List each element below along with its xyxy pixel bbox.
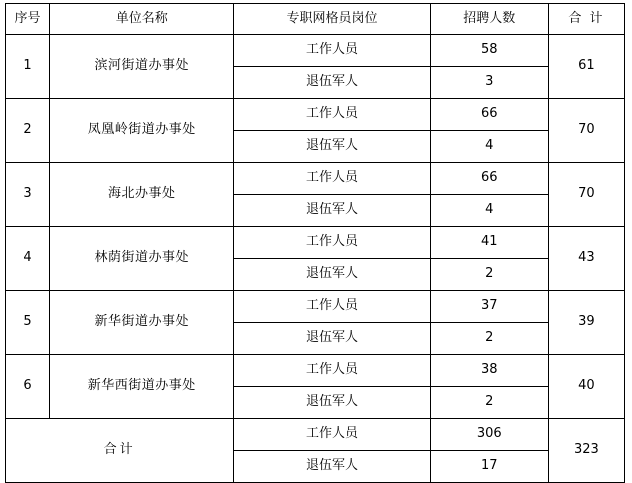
column-header-unit: 单位名称 xyxy=(50,4,234,35)
column-header-index: 序号 xyxy=(6,4,50,35)
cell-total: 61 xyxy=(548,35,624,99)
cell-unit: 海北办事处 xyxy=(50,163,234,227)
cell-post: 工作人员 xyxy=(234,35,430,67)
cell-index: 2 xyxy=(6,99,50,163)
cell-post: 退伍军人 xyxy=(234,195,430,227)
column-header-total: 合 计 xyxy=(548,4,624,35)
cell-unit: 凤凰岭街道办事处 xyxy=(50,99,234,163)
cell-total: 39 xyxy=(548,291,624,355)
cell-count: 58 xyxy=(430,35,548,67)
table-row xyxy=(6,99,625,131)
table-row xyxy=(6,291,625,323)
cell-count: 4 xyxy=(430,195,548,227)
cell-count: 41 xyxy=(430,227,548,259)
cell-post: 工作人员 xyxy=(234,355,430,387)
cell-unit: 新华西街道办事处 xyxy=(50,355,234,419)
column-header-post: 专职网格员岗位 xyxy=(234,4,430,35)
table-body xyxy=(6,35,625,483)
table-row xyxy=(6,163,625,195)
cell-index: 5 xyxy=(6,291,50,355)
cell-post: 工作人员 xyxy=(234,227,430,259)
cell-post: 退伍军人 xyxy=(234,131,430,163)
summary-count: 306 xyxy=(430,419,548,451)
cell-count: 2 xyxy=(430,323,548,355)
table-row xyxy=(6,227,625,259)
cell-post: 退伍军人 xyxy=(234,387,430,419)
cell-total: 70 xyxy=(548,163,624,227)
table-row xyxy=(6,35,625,67)
cell-index: 1 xyxy=(6,35,50,99)
cell-count: 2 xyxy=(430,387,548,419)
cell-post: 工作人员 xyxy=(234,99,430,131)
cell-post: 退伍军人 xyxy=(234,67,430,99)
cell-total: 40 xyxy=(548,355,624,419)
summary-post: 退伍军人 xyxy=(234,451,430,483)
cell-count: 4 xyxy=(430,131,548,163)
cell-total: 70 xyxy=(548,99,624,163)
column-header-count: 招聘人数 xyxy=(430,4,548,35)
table-header xyxy=(6,4,625,35)
cell-unit: 林荫街道办事处 xyxy=(50,227,234,291)
recruitment-table xyxy=(5,3,625,483)
cell-post: 退伍军人 xyxy=(234,259,430,291)
cell-total: 43 xyxy=(548,227,624,291)
cell-post: 工作人员 xyxy=(234,163,430,195)
cell-unit: 滨河街道办事处 xyxy=(50,35,234,99)
table-summary-row xyxy=(6,419,625,451)
summary-count: 17 xyxy=(430,451,548,483)
cell-index: 4 xyxy=(6,227,50,291)
summary-post: 工作人员 xyxy=(234,419,430,451)
cell-index: 6 xyxy=(6,355,50,419)
cell-unit: 新华街道办事处 xyxy=(50,291,234,355)
table-row xyxy=(6,355,625,387)
cell-index: 3 xyxy=(6,163,50,227)
cell-count: 37 xyxy=(430,291,548,323)
cell-count: 2 xyxy=(430,259,548,291)
summary-label: 合计 xyxy=(6,419,234,483)
cell-post: 退伍军人 xyxy=(234,323,430,355)
summary-total: 323 xyxy=(548,419,624,483)
table-header-row xyxy=(6,4,625,35)
cell-count: 38 xyxy=(430,355,548,387)
cell-count: 66 xyxy=(430,163,548,195)
cell-post: 工作人员 xyxy=(234,291,430,323)
cell-count: 3 xyxy=(430,67,548,99)
document-page xyxy=(0,3,632,474)
cell-count: 66 xyxy=(430,99,548,131)
